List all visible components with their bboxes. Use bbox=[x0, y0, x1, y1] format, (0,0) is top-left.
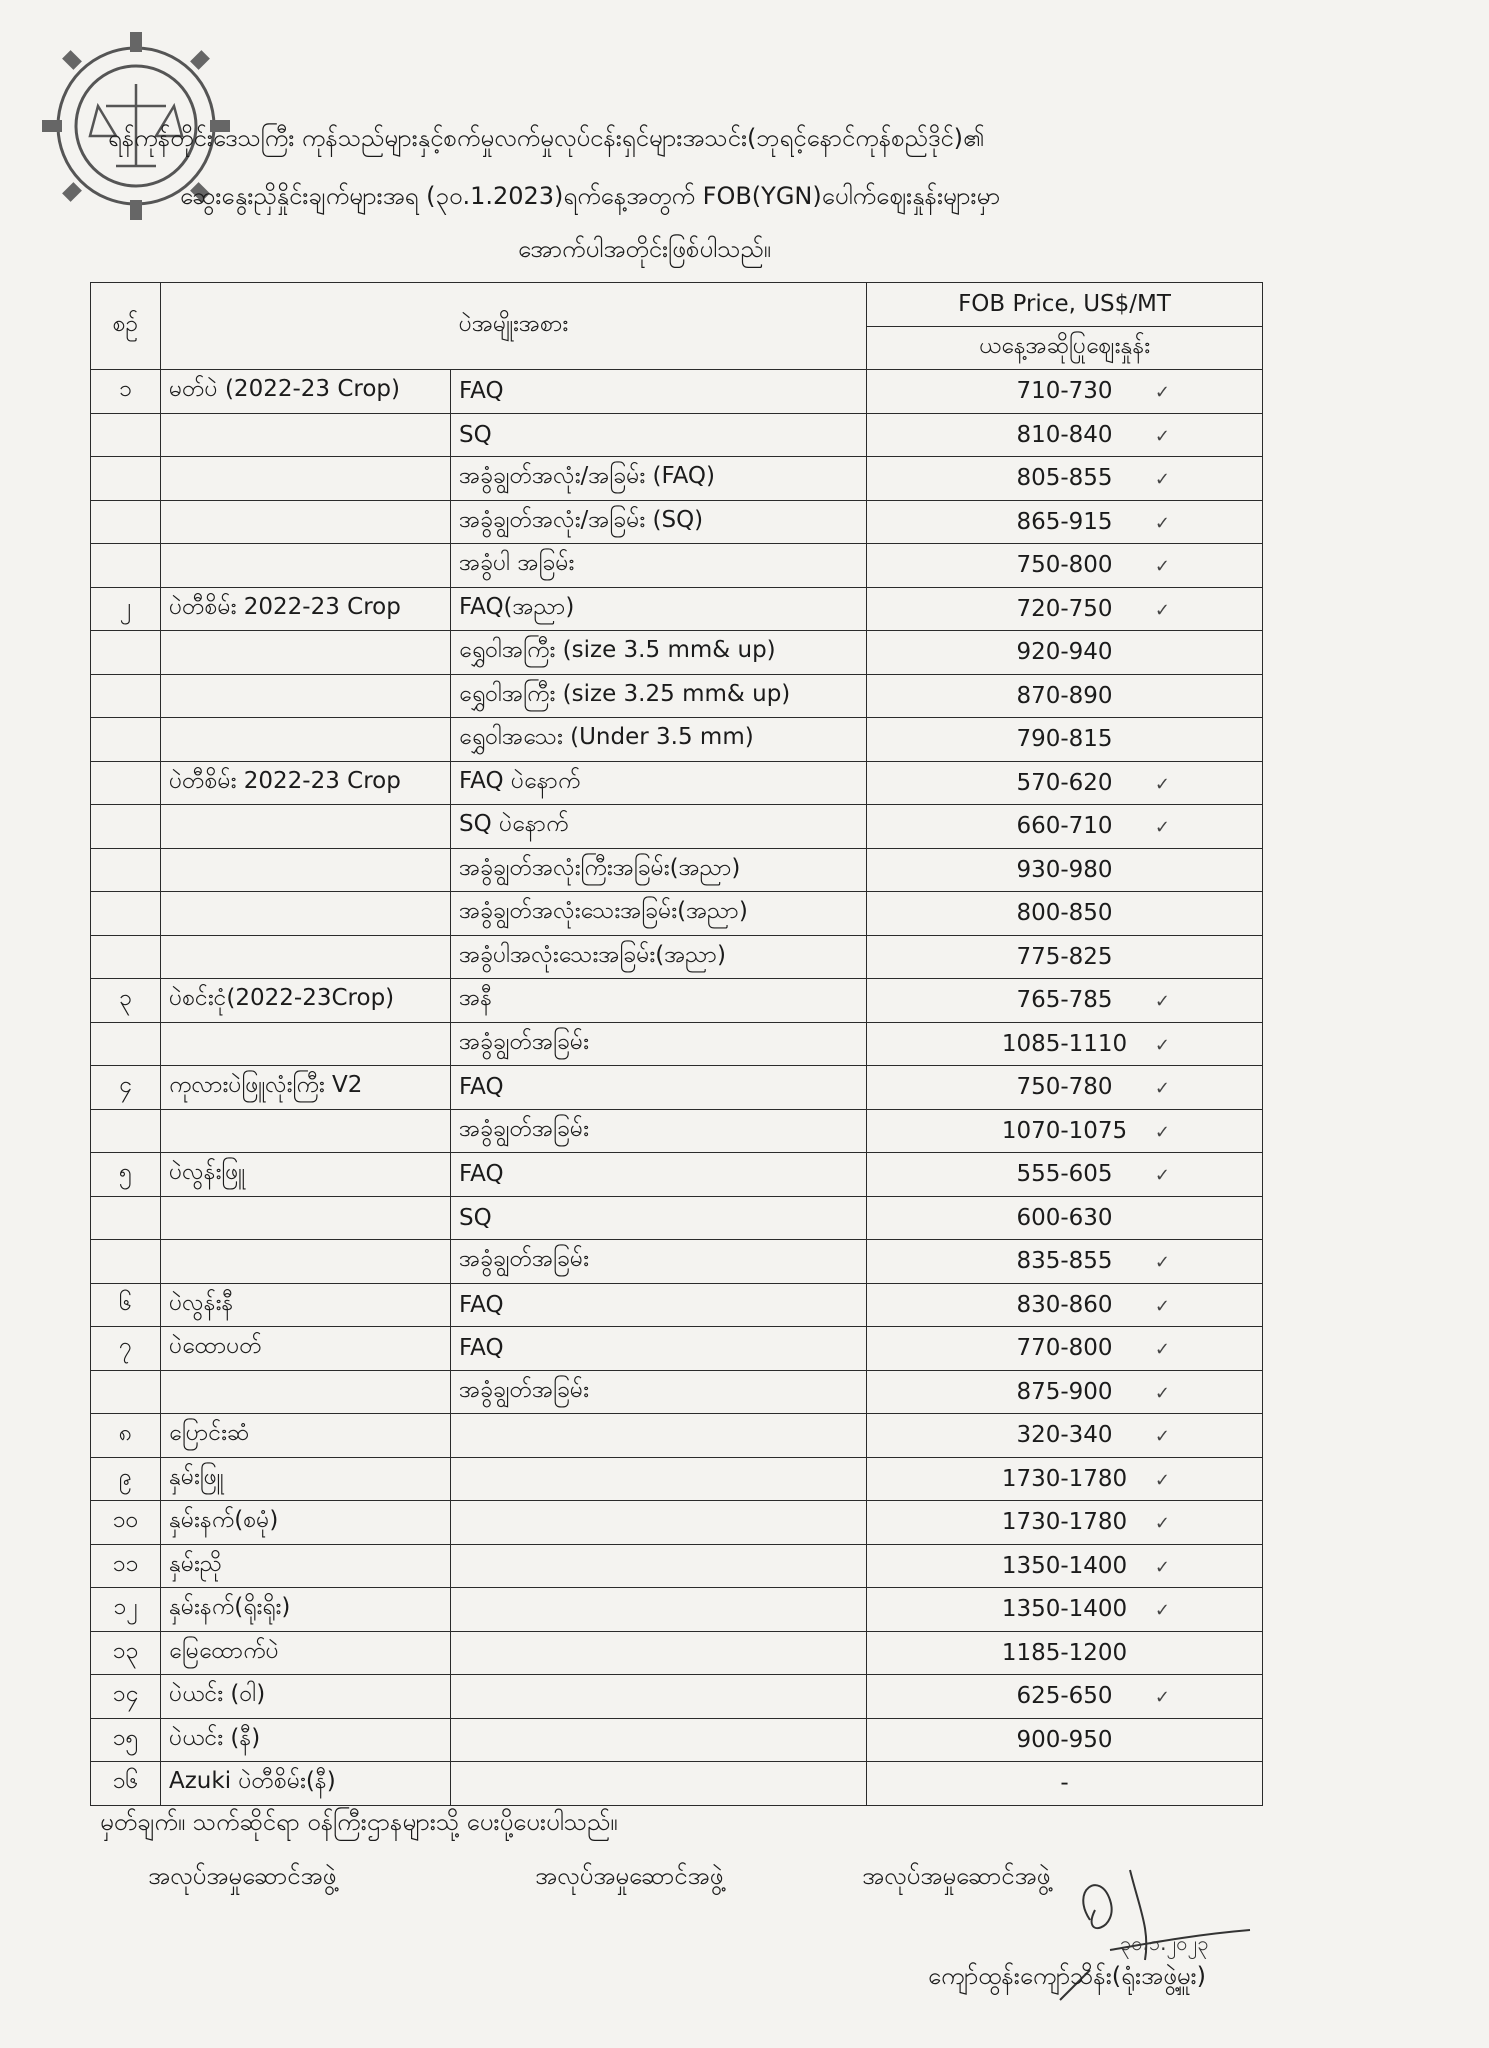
table-row bbox=[91, 1414, 1263, 1458]
check-mark-icon: ✓ bbox=[1154, 599, 1170, 621]
table-row bbox=[91, 413, 1263, 457]
row-grade: FAQ bbox=[451, 1283, 867, 1327]
row-grade: FAQ bbox=[451, 1327, 867, 1371]
row-item-name: မြေထောက်ပဲ bbox=[161, 1631, 451, 1675]
row-price-cell bbox=[867, 1240, 1263, 1284]
table-row bbox=[91, 1718, 1263, 1762]
row-price: 765-785 bbox=[1016, 987, 1113, 1014]
row-number bbox=[91, 631, 161, 675]
row-grade: အခွံချွတ်အခြမ်း bbox=[451, 1240, 867, 1284]
row-price: 790-815 bbox=[1016, 726, 1113, 753]
col-header-no: စဉ် bbox=[91, 283, 161, 370]
row-price: 1185-1200 bbox=[1001, 1639, 1128, 1666]
row-item-name: နှမ်းညို bbox=[161, 1544, 451, 1588]
row-number: ၁၂ bbox=[91, 1588, 161, 1632]
table-row bbox=[91, 1762, 1263, 1806]
row-number: ၉ bbox=[91, 1457, 161, 1501]
check-mark-icon: ✓ bbox=[1154, 1513, 1170, 1534]
row-item-name: ပဲယင်း (နီ) bbox=[161, 1718, 451, 1762]
check-mark-icon: ✓ bbox=[1154, 556, 1170, 577]
table-row bbox=[91, 1109, 1263, 1153]
row-grade: SQ ပဲနောက် bbox=[451, 805, 867, 849]
table-row bbox=[91, 718, 1263, 762]
row-item-name: ပြောင်းဆံ bbox=[161, 1414, 451, 1458]
row-grade bbox=[451, 1631, 867, 1675]
row-price: 930-980 bbox=[1016, 856, 1113, 883]
row-item-name bbox=[161, 544, 451, 588]
row-price-cell bbox=[867, 761, 1263, 805]
row-number: ၈ bbox=[91, 1414, 161, 1458]
row-number bbox=[91, 500, 161, 544]
check-mark-icon: ✓ bbox=[1154, 991, 1170, 1012]
table-row bbox=[91, 370, 1263, 414]
row-item-name bbox=[161, 1022, 451, 1066]
col-header-price: FOB Price, US$/MT bbox=[867, 283, 1263, 327]
table-row bbox=[91, 1457, 1263, 1501]
table-row bbox=[91, 1022, 1263, 1066]
header-title-line-2: ဆွေးနွေးညှိနှိုင်းချက်များအရ (၃၀.1.2023)ရက်နေ့အတွက် FOB(YGN)ပေါက်ဈေးနှုန်းများမှာ bbox=[180, 182, 1001, 210]
row-number bbox=[91, 1370, 161, 1414]
row-price: 750-800 bbox=[1016, 552, 1113, 579]
row-grade: ရွှေဝါအကြီး (size 3.5 mm& up) bbox=[451, 631, 867, 675]
row-price-cell bbox=[867, 1153, 1263, 1197]
row-price: 570-620 bbox=[1016, 769, 1113, 796]
row-grade bbox=[451, 1762, 867, 1806]
row-grade: SQ bbox=[451, 413, 867, 457]
row-number: ၁၁ bbox=[91, 1544, 161, 1588]
row-grade: FAQ(အညာ) bbox=[451, 587, 867, 631]
row-grade: အခွံချွတ်အခြမ်း bbox=[451, 1022, 867, 1066]
row-number bbox=[91, 544, 161, 588]
row-number bbox=[91, 805, 161, 849]
row-price: 870-890 bbox=[1016, 682, 1113, 709]
table-row bbox=[91, 587, 1263, 631]
row-number: ၅ bbox=[91, 1153, 161, 1197]
row-price: - bbox=[1060, 1770, 1069, 1797]
row-number: ၁၆ bbox=[91, 1762, 161, 1806]
table-row bbox=[91, 892, 1263, 936]
row-number: ၃ bbox=[91, 979, 161, 1023]
check-mark-icon: ✓ bbox=[1154, 382, 1170, 403]
table-row bbox=[91, 457, 1263, 501]
row-price-cell bbox=[867, 1762, 1263, 1806]
table-row bbox=[91, 848, 1263, 892]
table-row bbox=[91, 761, 1263, 805]
check-mark-icon: ✓ bbox=[1154, 1382, 1170, 1404]
table-row bbox=[91, 631, 1263, 675]
row-price-cell bbox=[867, 1022, 1263, 1066]
signer-name: ကျော်ထွန်းကျော်သိန်း(ရုံးအဖွဲ့မှူး) bbox=[928, 1962, 1206, 1990]
check-mark-icon: ✓ bbox=[1154, 425, 1170, 447]
row-price: 900-950 bbox=[1016, 1726, 1113, 1753]
table-row bbox=[91, 1196, 1263, 1240]
check-mark-icon: ✓ bbox=[1154, 1295, 1170, 1317]
row-grade: အခွံချွတ်အခြမ်း bbox=[451, 1109, 867, 1153]
row-item-name bbox=[161, 674, 451, 718]
row-price: 875-900 bbox=[1016, 1378, 1113, 1405]
row-price: 625-650 bbox=[1016, 1683, 1113, 1710]
table-row bbox=[91, 1501, 1263, 1545]
row-grade: ရွှေဝါအသေး (Under 3.5 mm) bbox=[451, 718, 867, 762]
row-price-cell bbox=[867, 674, 1263, 718]
row-item-name bbox=[161, 848, 451, 892]
row-number bbox=[91, 1109, 161, 1153]
row-price: 805-855 bbox=[1016, 465, 1113, 492]
row-number bbox=[91, 674, 161, 718]
header-title-line-3: အောက်ပါအတိုင်းဖြစ်ပါသည်။ bbox=[518, 235, 771, 263]
row-price: 810-840 bbox=[1016, 421, 1113, 448]
row-price-cell bbox=[867, 979, 1263, 1023]
row-number: ၁၀ bbox=[91, 1501, 161, 1545]
check-mark-icon: ✓ bbox=[1154, 1034, 1170, 1056]
row-price: 835-855 bbox=[1016, 1248, 1113, 1275]
row-price-cell bbox=[867, 1196, 1263, 1240]
row-grade bbox=[451, 1501, 867, 1545]
row-number: ၄ bbox=[91, 1066, 161, 1110]
row-price: 555-605 bbox=[1016, 1161, 1113, 1188]
check-mark-icon: ✓ bbox=[1154, 1426, 1170, 1447]
row-item-name bbox=[161, 1370, 451, 1414]
table-row bbox=[91, 1544, 1263, 1588]
check-mark-icon: ✓ bbox=[1154, 1252, 1170, 1273]
row-price: 600-630 bbox=[1016, 1204, 1113, 1231]
row-grade: FAQ bbox=[451, 1066, 867, 1110]
row-number bbox=[91, 413, 161, 457]
row-price-cell bbox=[867, 457, 1263, 501]
row-price: 1350-1400 bbox=[1001, 1552, 1128, 1579]
table-row bbox=[91, 1675, 1263, 1719]
row-price-cell bbox=[867, 805, 1263, 849]
row-price-cell bbox=[867, 370, 1263, 414]
table-row bbox=[91, 674, 1263, 718]
table-row bbox=[91, 1370, 1263, 1414]
row-item-name bbox=[161, 1196, 451, 1240]
check-mark-icon: ✓ bbox=[1154, 1600, 1170, 1621]
table-row bbox=[91, 935, 1263, 979]
row-item-name: နှမ်းနက်(ရိုးရိုး) bbox=[161, 1588, 451, 1632]
row-grade: ရွှေဝါအကြီး (size 3.25 mm& up) bbox=[451, 674, 867, 718]
row-item-name bbox=[161, 457, 451, 501]
row-price-cell bbox=[867, 718, 1263, 762]
table-row bbox=[91, 979, 1263, 1023]
row-price-cell bbox=[867, 1588, 1263, 1632]
row-price-cell bbox=[867, 1501, 1263, 1545]
row-price: 1070-1075 bbox=[1001, 1117, 1128, 1144]
row-price-cell bbox=[867, 1283, 1263, 1327]
row-price-cell bbox=[867, 1327, 1263, 1371]
row-item-name bbox=[161, 631, 451, 675]
row-price: 660-710 bbox=[1016, 813, 1113, 840]
signature-label-2: အလုပ်အမှုဆောင်အဖွဲ့ bbox=[535, 1862, 724, 1890]
row-price: 770-800 bbox=[1016, 1335, 1113, 1362]
row-grade: အနီ bbox=[451, 979, 867, 1023]
row-price-cell bbox=[867, 1718, 1263, 1762]
row-item-name bbox=[161, 935, 451, 979]
row-item-name bbox=[161, 1109, 451, 1153]
row-number bbox=[91, 718, 161, 762]
check-mark-icon: ✓ bbox=[1154, 512, 1170, 534]
table-row bbox=[91, 805, 1263, 849]
row-price: 320-340 bbox=[1016, 1422, 1113, 1449]
row-number: ၇ bbox=[91, 1327, 161, 1371]
row-item-name bbox=[161, 805, 451, 849]
check-mark-icon: ✓ bbox=[1154, 1078, 1170, 1099]
row-grade bbox=[451, 1675, 867, 1719]
price-table bbox=[90, 282, 1263, 1806]
row-item-name: Azuki ပဲတီစိမ်း(နီ) bbox=[161, 1762, 451, 1806]
row-price: 1085-1110 bbox=[1001, 1030, 1128, 1057]
row-price: 1730-1780 bbox=[1001, 1465, 1128, 1492]
row-price: 920-940 bbox=[1016, 639, 1113, 666]
row-price-cell bbox=[867, 587, 1263, 631]
check-mark-icon: ✓ bbox=[1154, 1121, 1170, 1143]
table-row bbox=[91, 1631, 1263, 1675]
check-mark-icon: ✓ bbox=[1154, 1556, 1170, 1578]
row-price: 865-915 bbox=[1016, 508, 1113, 535]
header-title-line-1: ရန်ကုန်တိုင်းဒေသကြီး ကုန်သည်များနှင့်စက်မှုလက်မှုလုပ်ငန်းရှင်များအသင်း(ဘုရင့်နောင်ကုန်စည်ဒိုင်)၏ bbox=[108, 124, 985, 152]
row-item-name: မတ်ပဲ (2022-23 Crop) bbox=[161, 370, 451, 414]
row-number: ၆ bbox=[91, 1283, 161, 1327]
row-number: ၁ bbox=[91, 370, 161, 414]
row-grade: အခွံချွတ်အလုံးသေးအခြမ်း(အညာ) bbox=[451, 892, 867, 936]
row-number: ၁၅ bbox=[91, 1718, 161, 1762]
check-mark-icon: ✓ bbox=[1154, 773, 1170, 795]
row-number bbox=[91, 848, 161, 892]
row-item-name: ပဲယင်း (ဝါ) bbox=[161, 1675, 451, 1719]
check-mark-icon: ✓ bbox=[1154, 469, 1170, 490]
svg-text:၃၀.၁.၂၀၂၃: ၃၀.၁.၂၀၂၃ bbox=[1120, 1931, 1209, 1955]
row-price: 800-850 bbox=[1016, 900, 1113, 927]
row-price-cell bbox=[867, 544, 1263, 588]
row-item-name: ပဲလွန်းဖြူ bbox=[161, 1153, 451, 1197]
row-number: ၁၃ bbox=[91, 1631, 161, 1675]
row-price-cell bbox=[867, 1066, 1263, 1110]
row-price-cell bbox=[867, 1544, 1263, 1588]
row-price-cell bbox=[867, 413, 1263, 457]
row-grade: FAQ bbox=[451, 370, 867, 414]
col-header-price-sub: ယနေ့အဆိုပြုဈေးနှုန်း bbox=[867, 326, 1263, 370]
row-price-cell bbox=[867, 1414, 1263, 1458]
row-number bbox=[91, 761, 161, 805]
row-price-cell bbox=[867, 1631, 1263, 1675]
row-grade bbox=[451, 1588, 867, 1632]
table-row bbox=[91, 1066, 1263, 1110]
check-mark-icon: ✓ bbox=[1154, 1339, 1170, 1360]
table-row bbox=[91, 544, 1263, 588]
row-price: 720-750 bbox=[1016, 595, 1113, 622]
row-grade bbox=[451, 1718, 867, 1762]
row-price: 750-780 bbox=[1016, 1074, 1113, 1101]
col-header-item: ပဲအမျိုးအစား bbox=[161, 283, 867, 370]
row-price-cell bbox=[867, 500, 1263, 544]
row-number bbox=[91, 1196, 161, 1240]
row-price-cell bbox=[867, 1370, 1263, 1414]
row-item-name: ပဲထောပတ် bbox=[161, 1327, 451, 1371]
row-grade: အခွံချွတ်အလုံးကြီးအခြမ်း(အညာ) bbox=[451, 848, 867, 892]
row-number bbox=[91, 457, 161, 501]
table-row bbox=[91, 1240, 1263, 1284]
row-price-cell bbox=[867, 892, 1263, 936]
row-item-name: ပဲတီစိမ်း 2022-23 Crop bbox=[161, 761, 451, 805]
row-grade: အခွံချွတ်အလုံး/အခြမ်း (SQ) bbox=[451, 500, 867, 544]
row-price-cell bbox=[867, 935, 1263, 979]
row-grade: အခွံပါ အခြမ်း bbox=[451, 544, 867, 588]
table-row bbox=[91, 1588, 1263, 1632]
row-price: 775-825 bbox=[1016, 943, 1113, 970]
row-grade bbox=[451, 1457, 867, 1501]
row-price-cell bbox=[867, 1675, 1263, 1719]
table-row bbox=[91, 1153, 1263, 1197]
row-price-cell bbox=[867, 631, 1263, 675]
row-price-cell bbox=[867, 848, 1263, 892]
row-price-cell bbox=[867, 1109, 1263, 1153]
row-price: 830-860 bbox=[1016, 1291, 1113, 1318]
row-number bbox=[91, 892, 161, 936]
row-number bbox=[91, 1240, 161, 1284]
row-item-name: ပဲစင်းငုံ(2022-23Crop) bbox=[161, 979, 451, 1023]
row-grade: FAQ ပဲနောက် bbox=[451, 761, 867, 805]
row-price-cell bbox=[867, 1457, 1263, 1501]
row-item-name: ကုလားပဲဖြူလုံးကြီး V2 bbox=[161, 1066, 451, 1110]
table-row bbox=[91, 500, 1263, 544]
row-grade: အခွံပါအလုံးသေးအခြမ်း(အညာ) bbox=[451, 935, 867, 979]
signature-label-3: အလုပ်အမှုဆောင်အဖွဲ့ bbox=[862, 1862, 1051, 1890]
row-grade: FAQ bbox=[451, 1153, 867, 1197]
table-row bbox=[91, 1283, 1263, 1327]
row-item-name bbox=[161, 500, 451, 544]
row-grade: အခွံချွတ်အခြမ်း bbox=[451, 1370, 867, 1414]
row-item-name bbox=[161, 1240, 451, 1284]
row-number bbox=[91, 935, 161, 979]
row-item-name bbox=[161, 413, 451, 457]
row-number: ၂ bbox=[91, 587, 161, 631]
check-mark-icon: ✓ bbox=[1154, 817, 1170, 838]
row-item-name bbox=[161, 718, 451, 762]
row-price: 710-730 bbox=[1016, 378, 1113, 405]
row-number bbox=[91, 1022, 161, 1066]
footer-note: မှတ်ချက်။ သက်ဆိုင်ရာ ဝန်ကြီးဌာနများသို့ ပေးပို့ပေးပါသည်။ bbox=[100, 1808, 618, 1836]
row-grade bbox=[451, 1414, 867, 1458]
table-row bbox=[91, 1327, 1263, 1371]
row-item-name bbox=[161, 892, 451, 936]
check-mark-icon: ✓ bbox=[1154, 1687, 1170, 1708]
row-grade: အခွံချွတ်အလုံး/အခြမ်း (FAQ) bbox=[451, 457, 867, 501]
row-grade: SQ bbox=[451, 1196, 867, 1240]
row-item-name: နှမ်းနက်(စမုံ) bbox=[161, 1501, 451, 1545]
row-grade bbox=[451, 1544, 867, 1588]
row-number: ၁၄ bbox=[91, 1675, 161, 1719]
row-item-name: ပဲလွန်းနီ bbox=[161, 1283, 451, 1327]
row-item-name: ပဲတီစိမ်း 2022-23 Crop bbox=[161, 587, 451, 631]
price-table-body bbox=[91, 370, 1263, 1806]
row-price: 1350-1400 bbox=[1001, 1596, 1128, 1623]
check-mark-icon: ✓ bbox=[1154, 1469, 1170, 1491]
row-item-name: နှမ်းဖြူ bbox=[161, 1457, 451, 1501]
signature-label-1: အလုပ်အမှုဆောင်အဖွဲ့ bbox=[148, 1862, 337, 1890]
check-mark-icon: ✓ bbox=[1154, 1165, 1170, 1186]
row-price: 1730-1780 bbox=[1001, 1509, 1128, 1536]
